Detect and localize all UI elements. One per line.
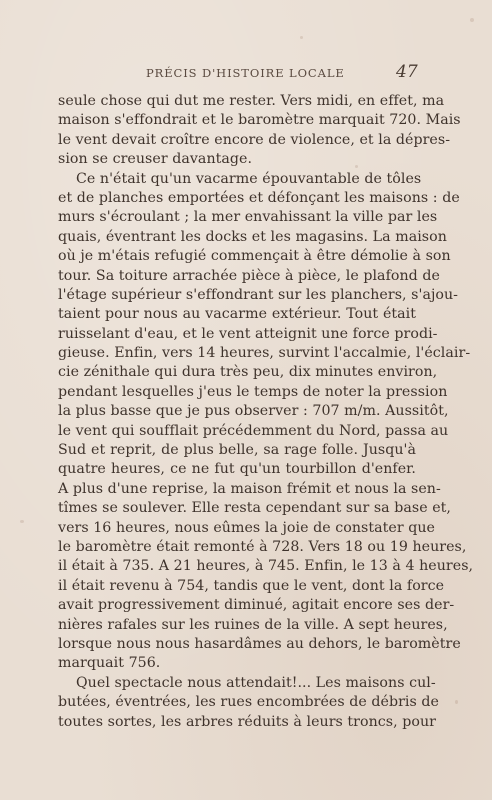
paper-spot (470, 18, 474, 22)
text-line: quais, éventrant les docks et les magasins. La maison (58, 228, 447, 245)
text-line: la plus basse que je pus observer : 707 m/m. Aussitôt, (58, 403, 449, 420)
text-line: Quel spectacle nous attendait!... Les maisons cul- (76, 674, 436, 691)
text-line: il était à 735. A 21 heures, à 745. Enfin, le 13 à 4 heures, (58, 558, 474, 575)
text-line: murs s'écroulant ; la mer envahissant la ville par les (58, 209, 438, 226)
running-title: PRÉCIS D'HISTOIRE LOCALE (146, 66, 345, 80)
text-line: le vent qui soufflait précédemment du Nord, passa au (58, 422, 449, 439)
paper-spot (20, 520, 24, 523)
body-text (58, 92, 474, 732)
text-line: Ce n'était qu'un vacarme épouvantable de tôles (76, 170, 422, 187)
paper-spot (455, 700, 458, 704)
text-line: gieuse. Enfin, vers 14 heures, survint l'accalmie, l'éclair- (58, 345, 471, 362)
text-line: tîmes se soulever. Elle resta cependant sur sa base et, (58, 500, 451, 517)
text-line: A plus d'une reprise, la maison frémit et nous la sen- (58, 480, 441, 497)
text-line: le vent devait croître encore de violence, et la dépres- (58, 131, 451, 148)
text-line: avait progressivement diminué, agitait encore ses der- (58, 597, 455, 614)
text-line: quatre heures, ce ne fut qu'un tourbillon d'enfer. (58, 461, 416, 478)
text-line: seule chose qui dut me rester. Vers midi, en effet, ma (58, 93, 445, 109)
paper-spot (300, 36, 303, 39)
text-line: où je m'étais refugié commençait à être démolie à son (58, 248, 451, 265)
text-line: pendant lesquelles j'eus le temps de noter la pression (58, 383, 448, 400)
page-header (0, 62, 492, 84)
text-line: cie zénithale qui dura très peu, dix minutes environ, (58, 364, 438, 381)
text-line: butées, éventrées, les rues encombrées de débris de (58, 694, 439, 711)
text-line: lorsque nous nous hasardâmes au dehors, le baromètre (58, 635, 461, 652)
text-line: et de planches emportées et défonçant les maisons : de (58, 189, 460, 206)
text-line: vers 16 heures, nous eûmes la joie de constater que (58, 519, 435, 536)
text-line: Sud et reprit, de plus belle, sa rage folle. Jusqu'à (58, 442, 416, 459)
text-line: toutes sortes, les arbres réduits à leurs troncs, pour (58, 713, 436, 730)
text-line: l'étage supérieur s'effondrant sur les planchers, s'ajou- (58, 286, 459, 303)
text-line: ruisselant d'eau, et le vent atteignit une force prodi- (58, 325, 438, 342)
text-line: marquait 756. (58, 655, 161, 672)
text-line: sion se creuser davantage. (58, 151, 253, 168)
text-line: tour. Sa toiture arrachée pièce à pièce, le plafond de (58, 267, 440, 284)
text-line: maison s'effondrait et le baromètre marquait 720. Mais (58, 112, 461, 129)
text-line: nières rafales sur les ruines de la ville. A sept heures, (58, 616, 448, 633)
text-line: le baromètre était remonté à 728. Vers 18 ou 19 heures, (58, 538, 467, 555)
page-number: 47 (396, 62, 418, 82)
text-line: il était revenu à 754, tandis que le vent, dont la force (58, 577, 445, 594)
text-line: taient pour nous au vacarme extérieur. Tout était (58, 306, 416, 323)
